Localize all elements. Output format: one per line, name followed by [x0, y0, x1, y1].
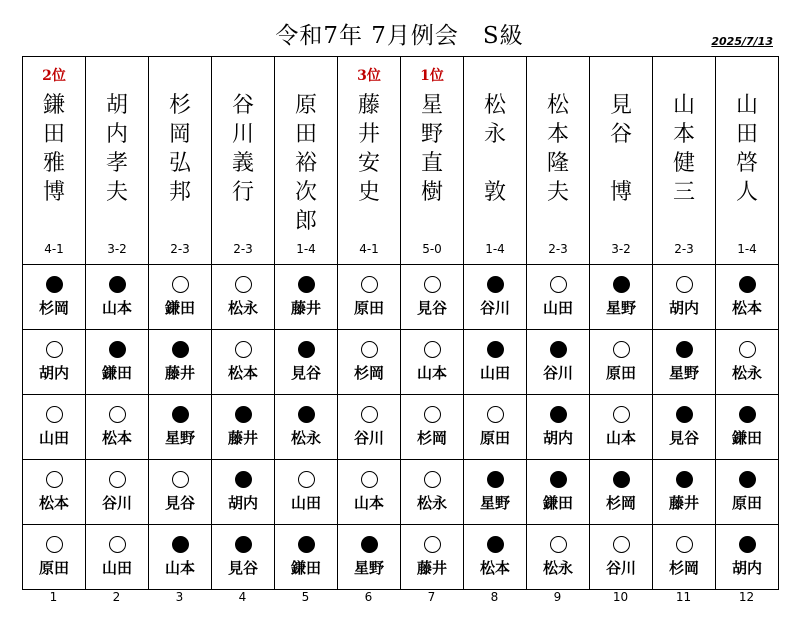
win-mark-icon	[46, 406, 63, 423]
game-result-cell	[464, 525, 527, 590]
game-result-cell	[275, 265, 338, 330]
player-name: 藤 井 安 史	[357, 93, 380, 205]
game-result-cell	[716, 265, 779, 330]
opponent-name: 見谷	[227, 559, 258, 577]
opponent-name: 胡内	[38, 364, 69, 382]
opponent-name: 山田	[101, 559, 132, 577]
win-mark-icon	[613, 341, 630, 358]
opponent-name: 藤井	[416, 559, 447, 577]
game-result-cell	[23, 395, 86, 460]
game-result-cell	[401, 395, 464, 460]
opponent-name: 松本	[731, 299, 762, 317]
win-loss-record: 5-0	[422, 242, 442, 256]
opponent-name: 山田	[290, 494, 321, 512]
win-mark-icon	[235, 276, 252, 293]
player-number: 2	[112, 590, 121, 604]
opponent-name: 山本	[353, 494, 384, 512]
win-mark-icon	[487, 406, 504, 423]
loss-mark-icon	[46, 276, 63, 293]
player-name: 谷 川 義 行	[231, 93, 254, 205]
game-result-cell	[212, 265, 275, 330]
loss-mark-icon	[172, 341, 189, 358]
opponent-name: 見谷	[668, 429, 699, 447]
rank-label: 1位	[420, 68, 444, 84]
win-mark-icon	[613, 406, 630, 423]
opponent-name: 谷川	[605, 559, 636, 577]
opponent-name: 星野	[479, 494, 510, 512]
loss-mark-icon	[298, 406, 315, 423]
win-mark-icon	[676, 536, 693, 553]
player-header-cell	[275, 57, 338, 265]
player-number: 1	[49, 590, 58, 604]
player-number: 8	[490, 590, 499, 604]
loss-mark-icon	[613, 276, 630, 293]
win-mark-icon	[550, 276, 567, 293]
player-name: 松 本 隆 夫	[546, 93, 569, 205]
win-loss-record: 3-2	[611, 242, 631, 256]
player-number: 3	[175, 590, 184, 604]
opponent-name: 杉岡	[38, 299, 69, 317]
loss-mark-icon	[550, 406, 567, 423]
game-result-cell	[338, 330, 401, 395]
win-mark-icon	[613, 536, 630, 553]
game-result-cell	[86, 330, 149, 395]
loss-mark-icon	[550, 341, 567, 358]
player-header-cell	[149, 57, 212, 265]
win-loss-record: 1-4	[737, 242, 757, 256]
game-result-cell	[86, 525, 149, 590]
player-header-cell	[23, 57, 86, 265]
win-loss-record: 2-3	[674, 242, 694, 256]
game-result-cell	[149, 395, 212, 460]
game-result-cell	[464, 265, 527, 330]
game-result-cell	[23, 525, 86, 590]
opponent-name: 山本	[416, 364, 447, 382]
win-mark-icon	[361, 406, 378, 423]
player-name: 胡 内 孝 夫	[105, 93, 128, 205]
loss-mark-icon	[487, 341, 504, 358]
round-row-1	[23, 265, 779, 330]
win-mark-icon	[424, 406, 441, 423]
round-row-2	[23, 330, 779, 395]
game-result-cell	[653, 460, 716, 525]
player-number: 12	[738, 590, 755, 604]
player-name: 杉 岡 弘 邦	[168, 93, 191, 205]
opponent-name: 山本	[164, 559, 195, 577]
round-row-4	[23, 460, 779, 525]
loss-mark-icon	[109, 276, 126, 293]
opponent-name: 杉岡	[353, 364, 384, 382]
opponent-name: 星野	[605, 299, 636, 317]
player-name: 鎌 田 雅 博	[42, 93, 65, 205]
opponent-name: 原田	[353, 299, 384, 317]
win-mark-icon	[424, 536, 441, 553]
loss-mark-icon	[298, 341, 315, 358]
opponent-name: 鎌田	[164, 299, 195, 317]
game-result-cell	[401, 265, 464, 330]
round-row-5	[23, 525, 779, 590]
opponent-name: 谷川	[542, 364, 573, 382]
win-mark-icon	[739, 341, 756, 358]
opponent-name: 見谷	[416, 299, 447, 317]
loss-mark-icon	[487, 471, 504, 488]
player-header-cell	[338, 57, 401, 265]
win-loss-record: 1-4	[296, 242, 316, 256]
win-mark-icon	[298, 471, 315, 488]
round-row-3	[23, 395, 779, 460]
game-result-cell	[401, 525, 464, 590]
win-loss-record: 4-1	[359, 242, 379, 256]
player-name: 星 野 直 樹	[420, 93, 443, 205]
win-mark-icon	[676, 276, 693, 293]
opponent-name: 松永	[290, 429, 321, 447]
rank-label: 2位	[42, 68, 66, 84]
game-result-cell	[716, 460, 779, 525]
win-mark-icon	[46, 341, 63, 358]
win-loss-record: 4-1	[44, 242, 64, 256]
opponent-name: 藤井	[290, 299, 321, 317]
player-header-cell	[86, 57, 149, 265]
player-number: 7	[427, 590, 436, 604]
opponent-name: 松本	[479, 559, 510, 577]
game-result-cell	[590, 330, 653, 395]
loss-mark-icon	[676, 471, 693, 488]
game-result-cell	[464, 330, 527, 395]
loss-mark-icon	[739, 406, 756, 423]
game-result-cell	[338, 265, 401, 330]
loss-mark-icon	[676, 406, 693, 423]
win-loss-record: 3-2	[107, 242, 127, 256]
win-mark-icon	[109, 406, 126, 423]
opponent-name: 鎌田	[542, 494, 573, 512]
game-result-cell	[338, 395, 401, 460]
opponent-name: 鎌田	[101, 364, 132, 382]
player-number: 10	[612, 590, 629, 604]
game-result-cell	[590, 460, 653, 525]
opponent-name: 松永	[227, 299, 258, 317]
game-result-cell	[401, 460, 464, 525]
player-number: 5	[301, 590, 310, 604]
game-result-cell	[716, 395, 779, 460]
opponent-name: 星野	[353, 559, 384, 577]
player-number: 6	[364, 590, 373, 604]
win-loss-record: 1-4	[485, 242, 505, 256]
game-result-cell	[590, 265, 653, 330]
player-header-cell	[716, 57, 779, 265]
loss-mark-icon	[298, 536, 315, 553]
win-mark-icon	[172, 276, 189, 293]
game-result-cell	[149, 330, 212, 395]
player-header-cell	[464, 57, 527, 265]
opponent-name: 胡内	[731, 559, 762, 577]
opponent-name: 山田	[38, 429, 69, 447]
opponent-name: 松本	[38, 494, 69, 512]
win-mark-icon	[424, 341, 441, 358]
opponent-name: 胡内	[668, 299, 699, 317]
loss-mark-icon	[550, 471, 567, 488]
game-result-cell	[212, 525, 275, 590]
game-result-cell	[527, 460, 590, 525]
game-result-cell	[653, 330, 716, 395]
opponent-name: 鎌田	[290, 559, 321, 577]
loss-mark-icon	[172, 406, 189, 423]
opponent-name: 松永	[731, 364, 762, 382]
opponent-name: 胡内	[542, 429, 573, 447]
opponent-name: 原田	[479, 429, 510, 447]
opponent-name: 鎌田	[731, 429, 762, 447]
game-result-cell	[275, 460, 338, 525]
game-result-cell	[275, 395, 338, 460]
win-mark-icon	[550, 536, 567, 553]
game-result-cell	[23, 330, 86, 395]
opponent-name: 山本	[605, 429, 636, 447]
loss-mark-icon	[676, 341, 693, 358]
win-mark-icon	[361, 341, 378, 358]
loss-mark-icon	[739, 536, 756, 553]
opponent-name: 見谷	[164, 494, 195, 512]
game-result-cell	[86, 395, 149, 460]
game-result-cell	[653, 525, 716, 590]
opponent-name: 杉岡	[605, 494, 636, 512]
opponent-name: 星野	[668, 364, 699, 382]
game-result-cell	[149, 265, 212, 330]
player-header-cell	[653, 57, 716, 265]
game-result-cell	[401, 330, 464, 395]
game-result-cell	[212, 460, 275, 525]
opponent-name: 原田	[38, 559, 69, 577]
game-result-cell	[464, 460, 527, 525]
loss-mark-icon	[298, 276, 315, 293]
game-result-cell	[275, 525, 338, 590]
game-result-cell	[590, 395, 653, 460]
game-result-cell	[716, 525, 779, 590]
game-result-cell	[149, 525, 212, 590]
opponent-name: 谷川	[479, 299, 510, 317]
game-result-cell	[212, 395, 275, 460]
win-mark-icon	[46, 471, 63, 488]
win-mark-icon	[46, 536, 63, 553]
win-mark-icon	[235, 341, 252, 358]
game-result-cell	[23, 460, 86, 525]
player-header-row	[23, 57, 779, 265]
win-mark-icon	[361, 276, 378, 293]
opponent-name: 谷川	[353, 429, 384, 447]
game-result-cell	[212, 330, 275, 395]
player-name: 松 永 敦	[483, 93, 506, 205]
player-number: 4	[238, 590, 247, 604]
player-number: 11	[675, 590, 692, 604]
win-mark-icon	[361, 471, 378, 488]
player-number: 9	[553, 590, 562, 604]
game-result-cell	[338, 460, 401, 525]
loss-mark-icon	[487, 276, 504, 293]
loss-mark-icon	[739, 471, 756, 488]
player-header-cell	[527, 57, 590, 265]
event-date: 2025/7/13	[711, 35, 773, 48]
player-header-cell	[590, 57, 653, 265]
loss-mark-icon	[487, 536, 504, 553]
game-result-cell	[590, 525, 653, 590]
game-result-cell	[275, 330, 338, 395]
opponent-name: 松永	[416, 494, 447, 512]
opponent-name: 松本	[101, 429, 132, 447]
win-mark-icon	[109, 471, 126, 488]
opponent-name: 見谷	[290, 364, 321, 382]
loss-mark-icon	[235, 536, 252, 553]
game-result-cell	[527, 265, 590, 330]
game-result-cell	[86, 460, 149, 525]
loss-mark-icon	[613, 471, 630, 488]
win-loss-record: 2-3	[170, 242, 190, 256]
page-title: 令和7年 7月例会 S級	[275, 23, 524, 49]
game-result-cell	[527, 525, 590, 590]
win-mark-icon	[424, 276, 441, 293]
opponent-name: 原田	[605, 364, 636, 382]
player-name: 山 田 啓 人	[735, 93, 758, 205]
opponent-name: 山田	[479, 364, 510, 382]
opponent-name: 藤井	[668, 494, 699, 512]
win-mark-icon	[172, 471, 189, 488]
game-result-cell	[716, 330, 779, 395]
player-name: 山 本 健 三	[672, 93, 695, 205]
game-result-cell	[23, 265, 86, 330]
opponent-name: 松永	[542, 559, 573, 577]
game-result-cell	[527, 395, 590, 460]
loss-mark-icon	[109, 341, 126, 358]
game-result-cell	[338, 525, 401, 590]
opponent-name: 藤井	[164, 364, 195, 382]
game-result-cell	[653, 265, 716, 330]
player-number-row	[22, 590, 778, 604]
opponent-name: 杉岡	[668, 559, 699, 577]
opponent-name: 松本	[227, 364, 258, 382]
player-name: 原 田 裕 次 郎	[294, 93, 317, 234]
opponent-name: 山田	[542, 299, 573, 317]
opponent-name: 山本	[101, 299, 132, 317]
player-header-cell	[212, 57, 275, 265]
loss-mark-icon	[235, 471, 252, 488]
opponent-name: 星野	[164, 429, 195, 447]
loss-mark-icon	[172, 536, 189, 553]
game-result-cell	[149, 460, 212, 525]
win-loss-record: 2-3	[548, 242, 568, 256]
opponent-name: 谷川	[101, 494, 132, 512]
game-result-cell	[527, 330, 590, 395]
game-result-cell	[86, 265, 149, 330]
player-name: 見 谷 博	[609, 93, 632, 205]
opponent-name: 杉岡	[416, 429, 447, 447]
opponent-name: 藤井	[227, 429, 258, 447]
loss-mark-icon	[739, 276, 756, 293]
win-loss-record: 2-3	[233, 242, 253, 256]
opponent-name: 胡内	[227, 494, 258, 512]
game-result-cell	[464, 395, 527, 460]
win-mark-icon	[109, 536, 126, 553]
results-table	[22, 56, 779, 590]
loss-mark-icon	[361, 536, 378, 553]
player-header-cell	[401, 57, 464, 265]
rank-label: 3位	[357, 68, 381, 84]
win-mark-icon	[424, 471, 441, 488]
opponent-name: 原田	[731, 494, 762, 512]
game-result-cell	[653, 395, 716, 460]
loss-mark-icon	[235, 406, 252, 423]
